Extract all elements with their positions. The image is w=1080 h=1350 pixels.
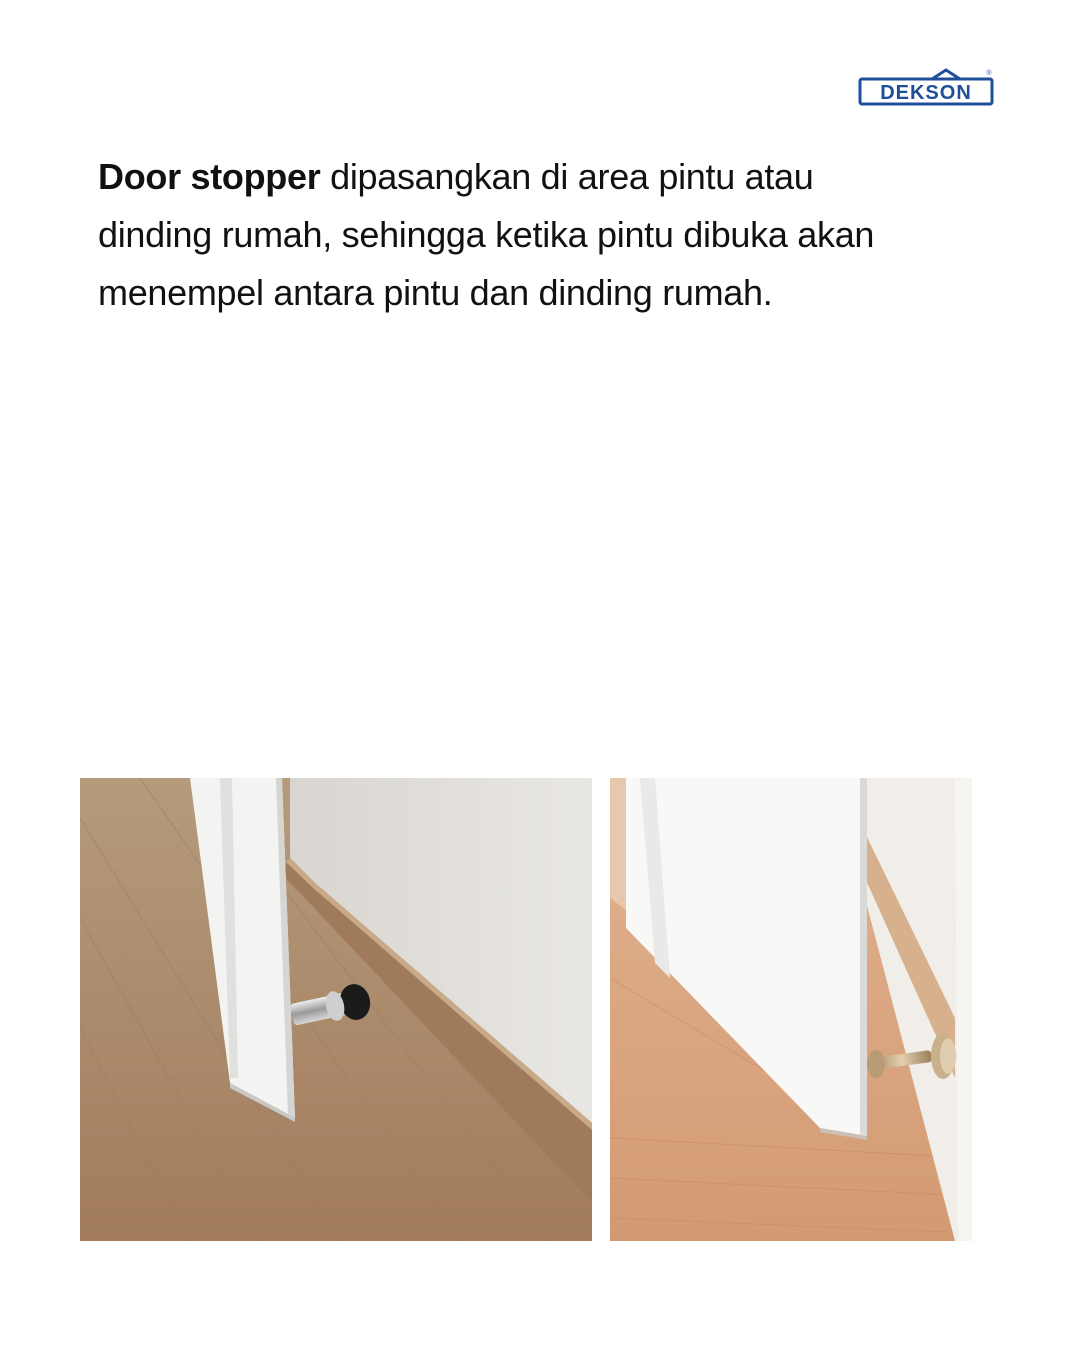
dekson-logo [858, 68, 994, 108]
photo-brass-door-stopper [610, 778, 972, 1241]
headline-bold: Door stopper [98, 156, 321, 197]
headline-text [98, 148, 898, 322]
logo-wordmark: DEKSON [880, 82, 972, 104]
photo-chrome-door-stopper [80, 778, 592, 1241]
trademark-symbol: ® [986, 70, 992, 77]
headline-body: dipasangkan di area pintu atau dinding rumah, sehingga ketika pintu dibuka akan menempel antara pintu dan dinding rumah. [98, 156, 875, 313]
